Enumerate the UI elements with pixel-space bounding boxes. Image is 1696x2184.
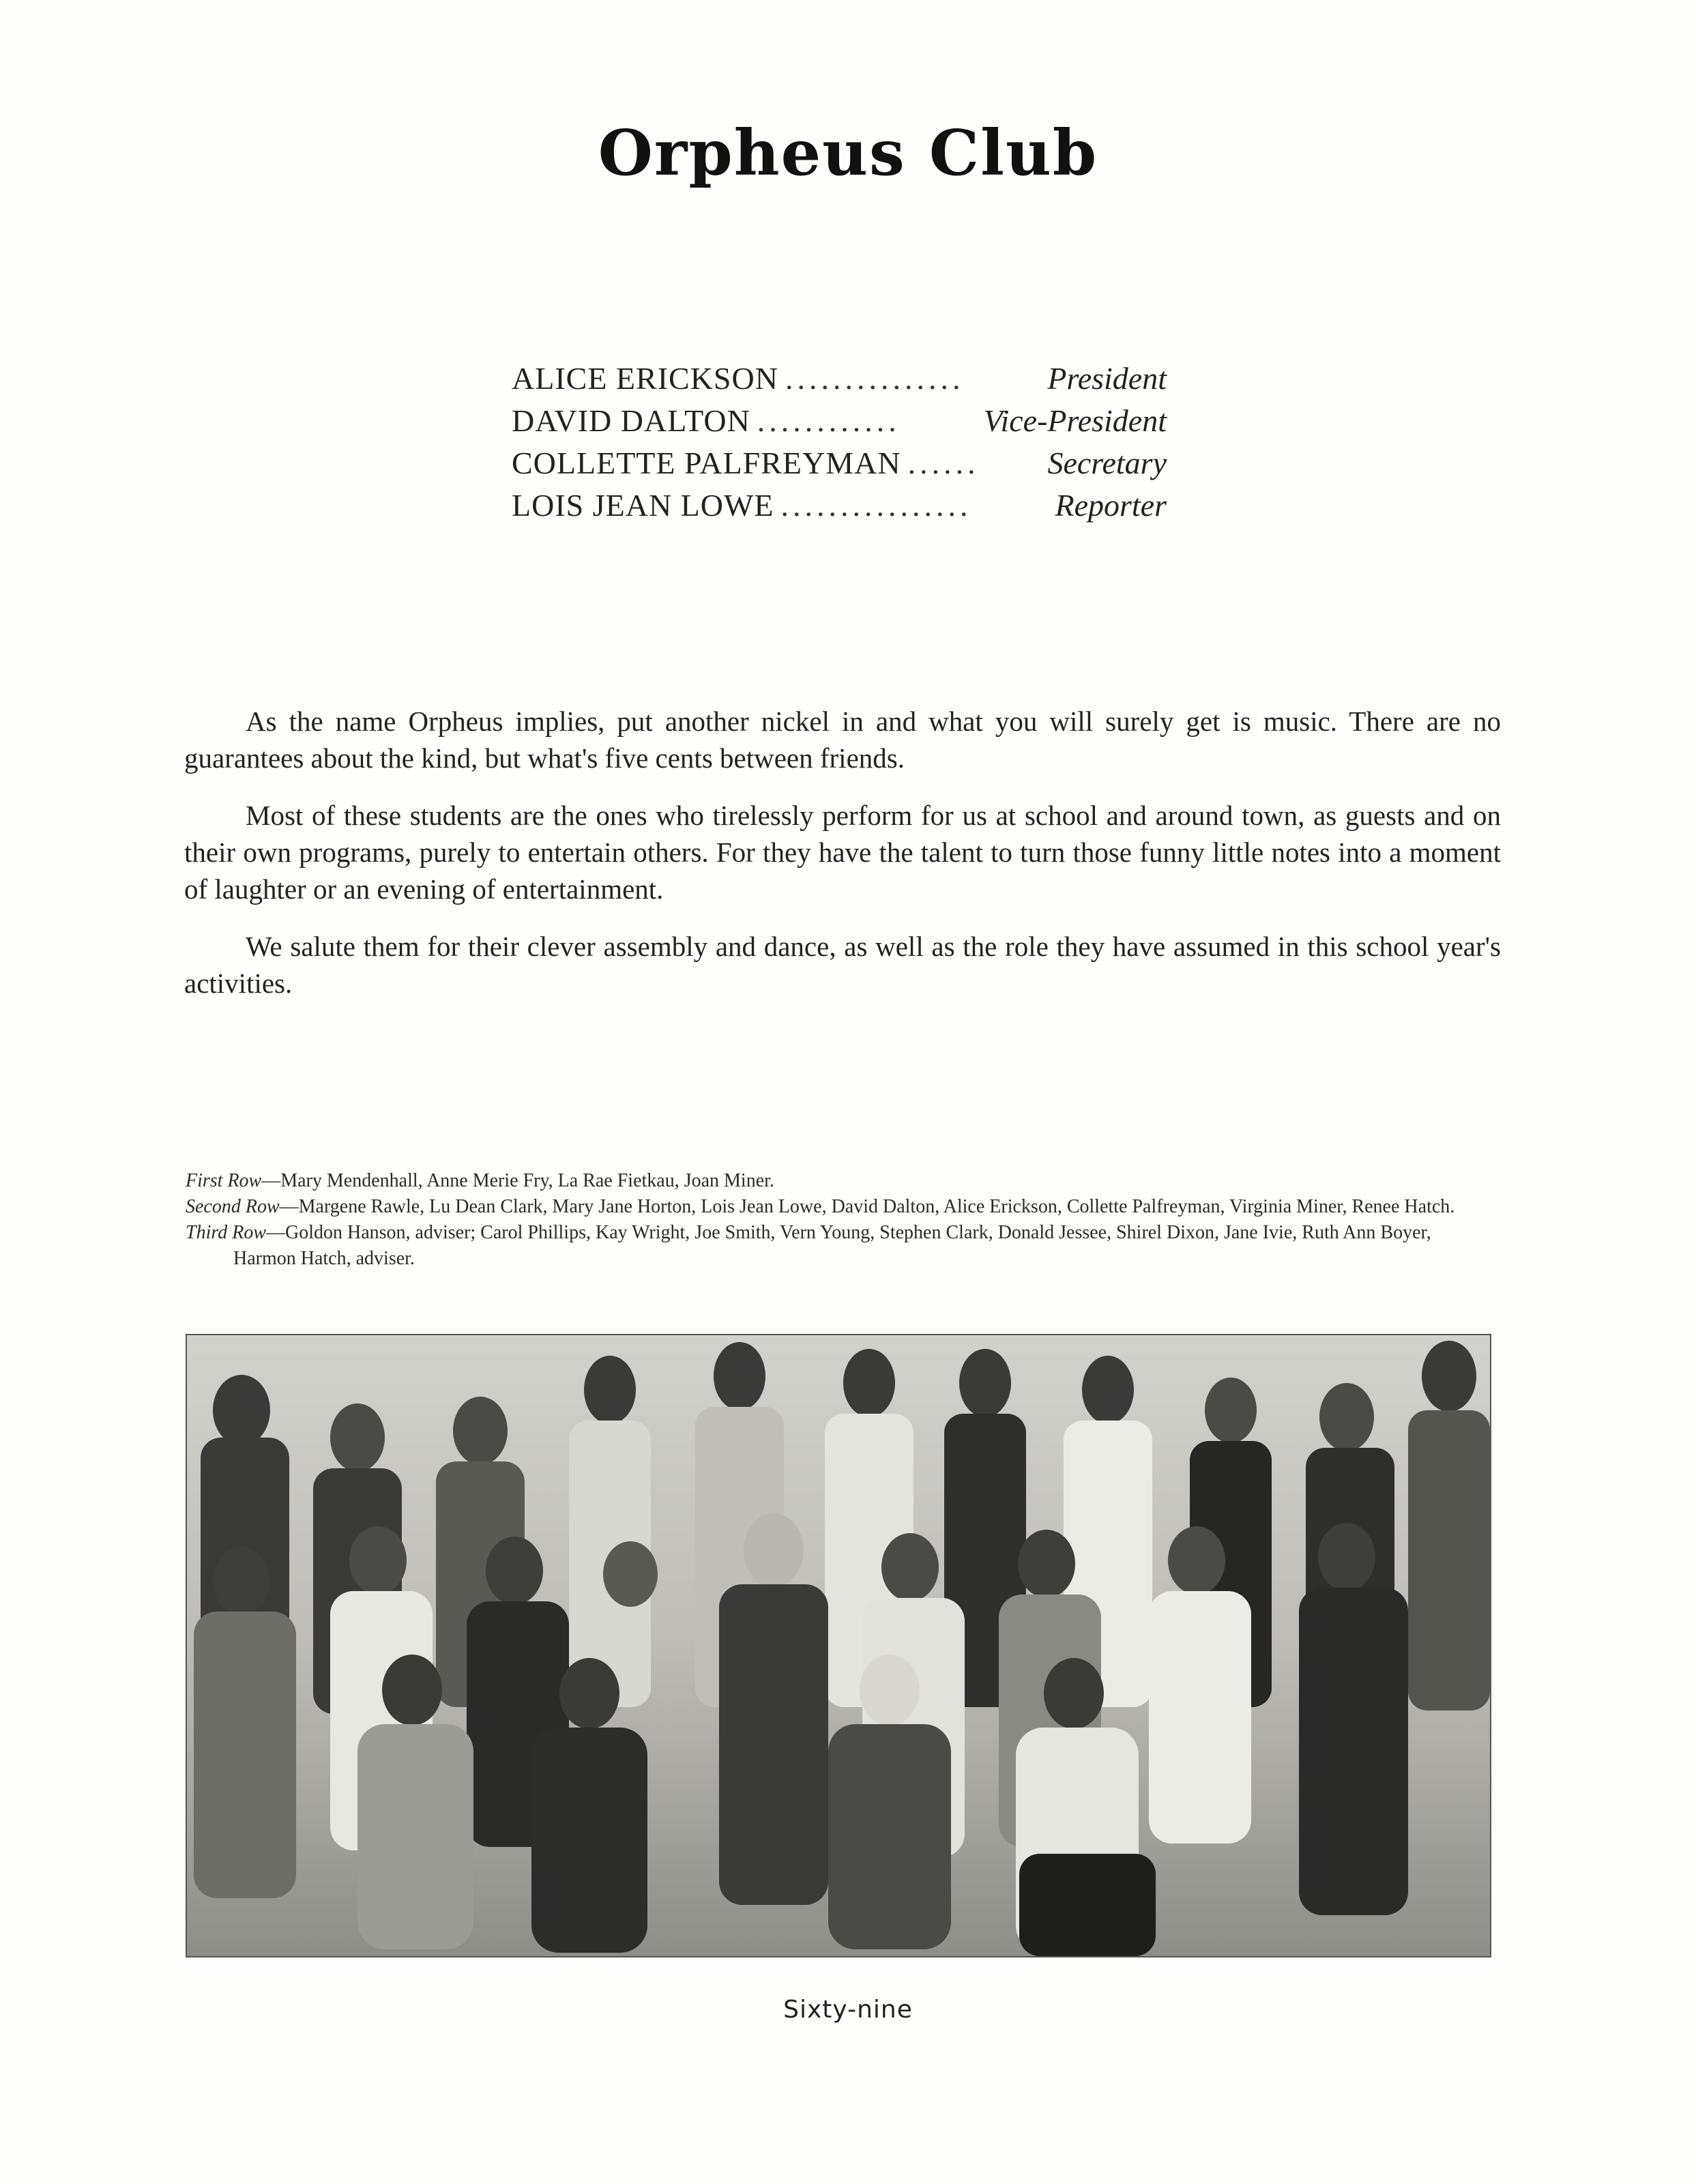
officer-name: LOIS JEAN LOWE	[512, 488, 774, 523]
officer-role: Secretary	[1047, 446, 1167, 480]
description-paragraph: We salute them for their clever assembly and dance, as well as the role they have assumed in this school year's activities.	[184, 931, 1501, 999]
page-title: Orpheus Club	[598, 116, 1098, 190]
caption-row-label: First Row	[186, 1170, 262, 1191]
description-paragraph: As the name Orpheus implies, put another nickel in and what you will surely get is music. There are no guarantees about the kind, but what's five cents between friends.	[184, 705, 1501, 774]
officer-role: President	[1047, 361, 1167, 396]
caption-third-row	[186, 1220, 1468, 1272]
officer-leader-dots: ......	[907, 446, 980, 480]
club-description	[184, 703, 1501, 1022]
group-photo-illustration	[187, 1335, 1490, 1956]
officer-leader-dots: ................	[780, 488, 972, 523]
description-paragraph: Most of these students are the ones who tirelessly perform for us at school and around town, as guests and on their own programs, purely to entertain others. For they have the talent to turn those funny little notes into a moment of laughter or an evening of entertainment.	[184, 800, 1501, 905]
officer-leader-dots: ...............	[785, 361, 965, 396]
caption-row-label: Second Row	[186, 1196, 280, 1217]
officer-name: DAVID DALTON	[512, 403, 750, 438]
officer-row	[512, 360, 1167, 403]
officer-name: ALICE ERICKSON	[512, 361, 778, 396]
caption-row-label: Third Row	[186, 1222, 266, 1243]
caption-row-names: —Goldon Hanson, adviser; Carol Phillips, Kay Wright, Joe Smith, Vern Young, Stephen Clark, Donald Jessee, Shirel Dixon, Jane Ivie, Ruth Ann Boyer, Harmon Hatch, adviser.	[233, 1222, 1431, 1269]
officer-name: COLLETTE PALFREYMAN	[512, 446, 901, 480]
officer-leader-dots: ............	[757, 403, 901, 438]
officers-list	[512, 360, 1167, 529]
caption-row-names: —Margene Rawle, Lu Dean Clark, Mary Jane Horton, Lois Jean Lowe, David Dalton, Alice Erickson, Collette Palfreyman, Virginia Miner, Renee Hatch.	[279, 1196, 1455, 1217]
caption-row-names: —Mary Mendenhall, Anne Merie Fry, La Rae Fietkau, Joan Miner.	[261, 1170, 774, 1191]
officer-role: Reporter	[1055, 488, 1167, 523]
caption-first-row	[186, 1168, 1468, 1194]
officer-row	[512, 445, 1167, 487]
officer-row	[512, 403, 1167, 445]
page-number: Sixty-nine	[783, 1996, 913, 2024]
photo-caption	[186, 1168, 1468, 1272]
caption-second-row	[186, 1194, 1468, 1220]
group-photo	[186, 1334, 1491, 1957]
officer-role: Vice-President	[983, 403, 1167, 438]
officer-row	[512, 487, 1167, 529]
